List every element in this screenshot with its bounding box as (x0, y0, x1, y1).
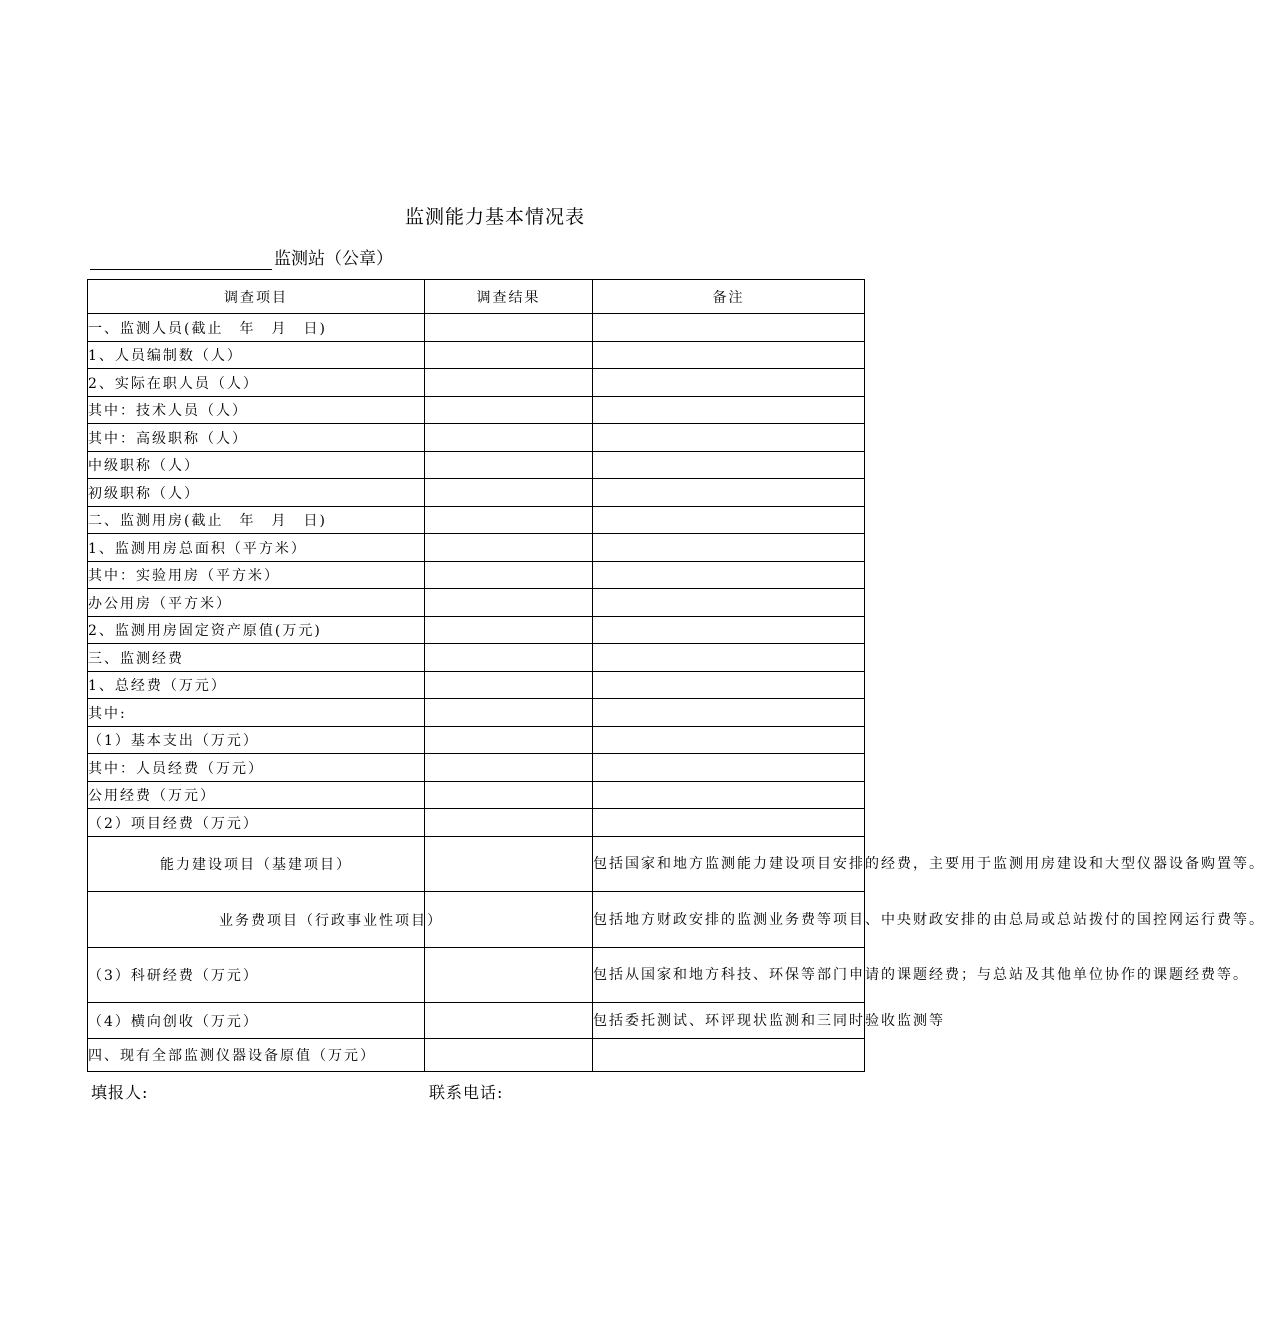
row-item-label (88, 892, 443, 948)
row-item-label: （4）横向创收（万元） (88, 1003, 425, 1039)
row-item-label: 其中：高级职称（人） (88, 424, 425, 452)
table-row (88, 617, 865, 644)
row-result-cell[interactable] (425, 892, 593, 948)
station-label: 监测站（公章） (274, 249, 393, 269)
table-header-row (88, 280, 865, 314)
table-row (88, 534, 865, 562)
row-result-cell[interactable] (425, 644, 593, 672)
row-note-cell (593, 644, 865, 672)
row-note-cell (593, 397, 865, 424)
row-result-cell[interactable] (425, 1003, 593, 1039)
row-note-cell (593, 562, 865, 589)
row-note-cell: 包括国家和地方监测能力建设项目安排的经费，主要用于监测用房建设和大型仪器设备购置等。 (593, 837, 865, 892)
table-row (88, 479, 865, 507)
row-item-label: 中级职称（人） (88, 452, 425, 479)
header-remarks: 备注 (593, 280, 865, 314)
row-result-cell[interactable] (425, 699, 593, 727)
phone-label: 联系电话: (429, 1083, 504, 1102)
table-row (88, 1039, 865, 1072)
row-result-cell[interactable] (425, 507, 593, 534)
table-row (88, 397, 865, 424)
row-note-cell: 包括从国家和地方科技、环保等部门申请的课题经费；与总站及其他单位协作的课题经费等。 (593, 948, 865, 1003)
row-note-cell (593, 782, 865, 809)
row-item-label: 一、监测人员(截止 年 月 日) (88, 314, 425, 342)
row-result-cell[interactable] (425, 314, 593, 342)
row-item-label-text: 业务费项目（行政事业性项目） (219, 912, 443, 929)
table-row (88, 507, 865, 534)
row-note-cell (593, 424, 865, 452)
table-row (88, 699, 865, 727)
row-item-label: 公用经费（万元） (88, 782, 425, 809)
table-row (88, 1003, 865, 1039)
row-note-cell (593, 754, 865, 782)
row-result-cell[interactable] (425, 837, 593, 892)
row-note-cell (593, 342, 865, 369)
row-note-cell (593, 1039, 865, 1072)
row-result-cell[interactable] (425, 1039, 593, 1072)
row-note-cell (593, 809, 865, 837)
row-item-label: 2、实际在职人员（人） (88, 369, 425, 397)
row-item-label: 1、人员编制数（人） (88, 342, 425, 369)
row-item-label: 三、监测经费 (88, 644, 425, 672)
station-line (90, 244, 393, 270)
station-name-blank[interactable] (90, 247, 272, 270)
table-row (88, 782, 865, 809)
row-result-cell[interactable] (425, 342, 593, 369)
row-result-cell[interactable] (425, 479, 593, 507)
table-row (88, 837, 865, 892)
row-result-cell[interactable] (425, 782, 593, 809)
row-note-cell: 包括地方财政安排的监测业务费等项目、中央财政安排的由总局或总站拨付的国控网运行费等。 (593, 892, 865, 948)
row-item-label: 二、监测用房(截止 年 月 日) (88, 507, 425, 534)
table-row (88, 452, 865, 479)
table-row (88, 589, 865, 617)
row-item-label: 2、监测用房固定资产原值(万元) (88, 617, 425, 644)
table-row (88, 562, 865, 589)
row-result-cell[interactable] (425, 562, 593, 589)
row-result-cell[interactable] (425, 672, 593, 699)
row-result-cell[interactable] (425, 424, 593, 452)
table-row (88, 672, 865, 699)
row-note-cell (593, 369, 865, 397)
row-result-cell[interactable] (425, 397, 593, 424)
row-result-cell[interactable] (425, 809, 593, 837)
row-item-label: （2）项目经费（万元） (88, 809, 425, 837)
row-result-cell[interactable] (425, 754, 593, 782)
row-note-cell (593, 672, 865, 699)
row-result-cell[interactable] (425, 452, 593, 479)
row-item-label: 能力建设项目（基建项目） (88, 837, 425, 892)
table-row (88, 727, 865, 754)
table-row (88, 754, 865, 782)
row-note-cell (593, 589, 865, 617)
row-item-label: 1、监测用房总面积（平方米） (88, 534, 425, 562)
row-note-cell (593, 617, 865, 644)
table-row (88, 369, 865, 397)
table-row (88, 644, 865, 672)
row-note-cell (593, 452, 865, 479)
row-result-cell[interactable] (425, 948, 593, 1003)
row-result-cell[interactable] (425, 727, 593, 754)
table-row (88, 892, 865, 948)
header-survey-result: 调查结果 (425, 280, 593, 314)
row-note-cell (593, 314, 865, 342)
table-row (88, 314, 865, 342)
row-note-cell (593, 507, 865, 534)
form-title: 监测能力基本情况表 (404, 206, 585, 228)
row-item-label: 四、现有全部监测仪器设备原值（万元） (88, 1039, 425, 1072)
row-result-cell[interactable] (425, 617, 593, 644)
row-item-label: 办公用房（平方米） (88, 589, 425, 617)
row-item-label: 其中：技术人员（人） (88, 397, 425, 424)
table-row (88, 342, 865, 369)
row-item-label: 1、总经费（万元） (88, 672, 425, 699)
row-item-label: 其中：实验用房（平方米） (88, 562, 425, 589)
row-item-label: 其中：人员经费（万元） (88, 754, 425, 782)
row-note-cell (593, 727, 865, 754)
row-result-cell[interactable] (425, 369, 593, 397)
row-note-cell (593, 479, 865, 507)
row-note-cell: 包括委托测试、环评现状监测和三同时验收监测等 (593, 1003, 865, 1039)
table-row (88, 948, 865, 1003)
row-note-cell (593, 699, 865, 727)
row-item-label: 其中: (88, 699, 425, 727)
table-row (88, 424, 865, 452)
row-item-label: （3）科研经费（万元） (88, 948, 425, 1003)
filler-label: 填报人: (91, 1083, 149, 1102)
survey-table (87, 279, 1265, 1072)
header-survey-item: 调查项目 (88, 280, 425, 314)
row-result-cell[interactable] (425, 534, 593, 562)
row-item-label: （1）基本支出（万元） (88, 727, 425, 754)
table-row (88, 809, 865, 837)
row-note-cell (593, 534, 865, 562)
row-item-label: 初级职称（人） (88, 479, 425, 507)
row-result-cell[interactable] (425, 589, 593, 617)
